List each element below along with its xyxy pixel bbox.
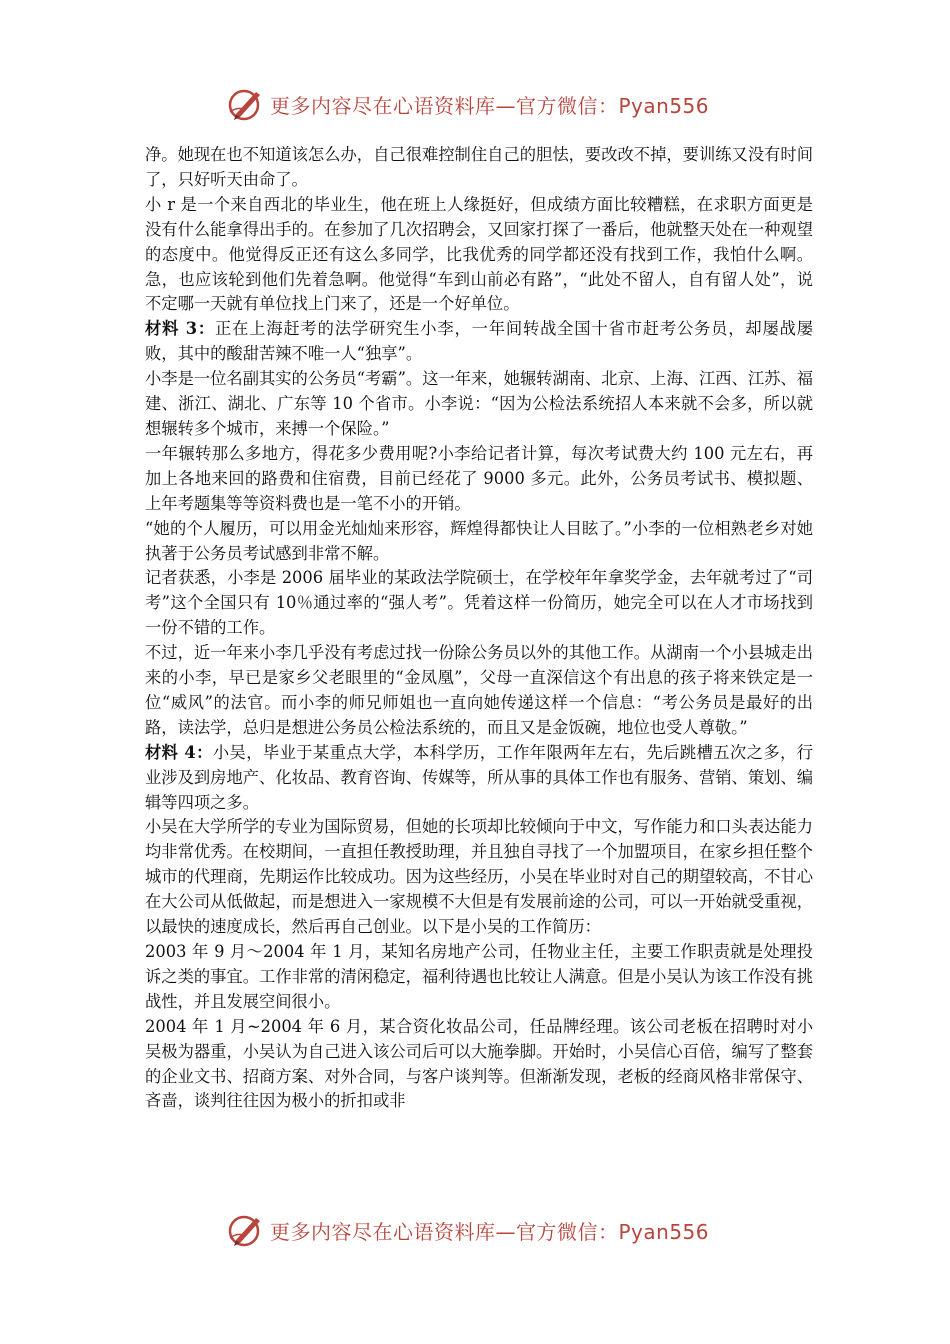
paragraph-12: 2004 年 1 月~2004 年 6 月，某合资化妆品公司，任品牌经理。该公司老板在招聘时对小吴极为器重，小吴认为自己进入该公司后可以大施拳脚。开始时，小吴信心百倍，编写了整套的企业文书、招商方案、对外合同，与客户谈判等。但渐渐发现，老板的经商风格非常保守、吝啬，谈判往往因为极小的折扣或非 [145,1016,813,1111]
footer-banner-text: 更多内容尽在心语资料库—官方微信：Pyan556 [270,1219,710,1244]
pen-logo-icon [226,1210,266,1250]
paragraph-2: 小 r 是一个来自西北的毕业生，他在班上人缘挺好，但成绩方面比较糟糕，在求职方面更是没有什么能拿得出手的。在参加了几次招聘会，又回家打探了一番后，他就整天处在一种观望的态度中。他觉得反正还有这么多同学，比我优秀的同学都还没有找到工作，我怕什么啊。急，也应该轮到他们先着急啊。他觉得“车到山前必有路”，“此处不留人，自有留人处”，说不定哪一天就有单位找上门来了，还是一个好单位。 [145,194,813,314]
paragraph-1: 净。她现在也不知道该怎么办，自己很难控制住自己的胆怯，要改改不掉，要训练又没有时间了，只好听天由命了。 [145,145,813,189]
paragraph-6: “她的个人履历，可以用金光灿灿来形容，辉煌得都快让人目眩了。”小李的一位相熟老乡对她执著于公务员考试感到非常不解。 [145,518,813,563]
header-banner [0,82,950,126]
paragraph-5: 一年辗转那么多地方，得花多少费用呢?小李给记者计算，每次考试费大约 100 元左右，再加上各地来回的路费和住宿费，目前已经花了 9000 多元。此外，公务员考试书、模拟题、上年考题集等等资料费也是一笔不小的开销。 [145,443,813,513]
pen-logo-icon [226,84,266,124]
paragraph-10: 小吴在大学所学的专业为国际贸易，但她的长项却比较倾向于中文，写作能力和口头表达能力均非常优秀。在校期间，一直担任教授助理，并且独自寻找了一个加盟项目，在家乡担任整个城市的代理商，先期运作比较成功。因为这些经历，小吴在毕业时对自己的期望较高，不甘心在大公司从低做起，而是想进入一家规模不大但是有发展前途的公司，可以一开始就受重视，以最快的速度成长，然后再自己创业。以下是小吴的工作简历： [145,817,813,937]
material-3-text: 正在上海赶考的法学研究生小李，一年间转战全国十省市赶考公务员，却屡战屡败，其中的酸甜苦辣不唯一人“独享”。 [145,319,813,364]
material-3-label: 材料 3： [145,319,215,339]
paragraph-3 [145,317,813,367]
header-banner-text: 更多内容尽在心语资料库—官方微信：Pyan556 [270,93,710,118]
paragraph-4: 小李是一位名副其实的公务员“考霸”。这一年来，她辗转湖南、北京、上海、江西、江苏、福建、浙江、湖北、广东等 10 个省市。小李说：“因为公检法系统招人本来就不会多，所以就想辗转多个城市，来搏一个保险。” [145,369,813,438]
paragraph-9 [145,741,813,816]
paragraph-8: 不过，近一年来小李几乎没有考虑过找一份除公务员以外的其他工作。从湖南一个小县城走出来的小李，早已是家乡父老眼里的“金凤凰”，父母一直深信这个有出息的孩子将来铁定是一位“威风”的法官。而小李的师兄师姐也一直向她传递这样一个信息：“考公务员是最好的出路，读法学，总归是想进公务员公检法系统的，而且又是金饭碗，地位也受人尊敬。” [145,643,813,737]
material-4-text: 小吴，毕业于某重点大学，本科学历，工作年限两年左右，先后跳槽五次之多，行业涉及到房地产、化妆品、教育咨询、传媒等，所从事的具体工作也有服务、营销、策划、编辑等四项之多。 [145,742,813,812]
material-4-label: 材料 4： [145,742,213,762]
document-body [145,143,813,1114]
footer-banner [0,1208,950,1252]
paragraph-7: 记者获悉，小李是 2006 届毕业的某政法学院硕士，在学校年年拿奖学金，去年就考过了“司考”这个全国只有 10％通过率的“强人考”。凭着这样一份简历，她完全可以在人才市场找到一份不错的工作。 [145,568,813,638]
paragraph-11: 2003 年 9 月～2004 年 1 月，某知名房地产公司，任物业主任，主要工作职责就是处理投诉之类的事宜。工作非常的清闲稳定，福利待遇也比较让人满意。但是小吴认为该工作没有挑战性，并且发展空间很小。 [145,942,813,1011]
